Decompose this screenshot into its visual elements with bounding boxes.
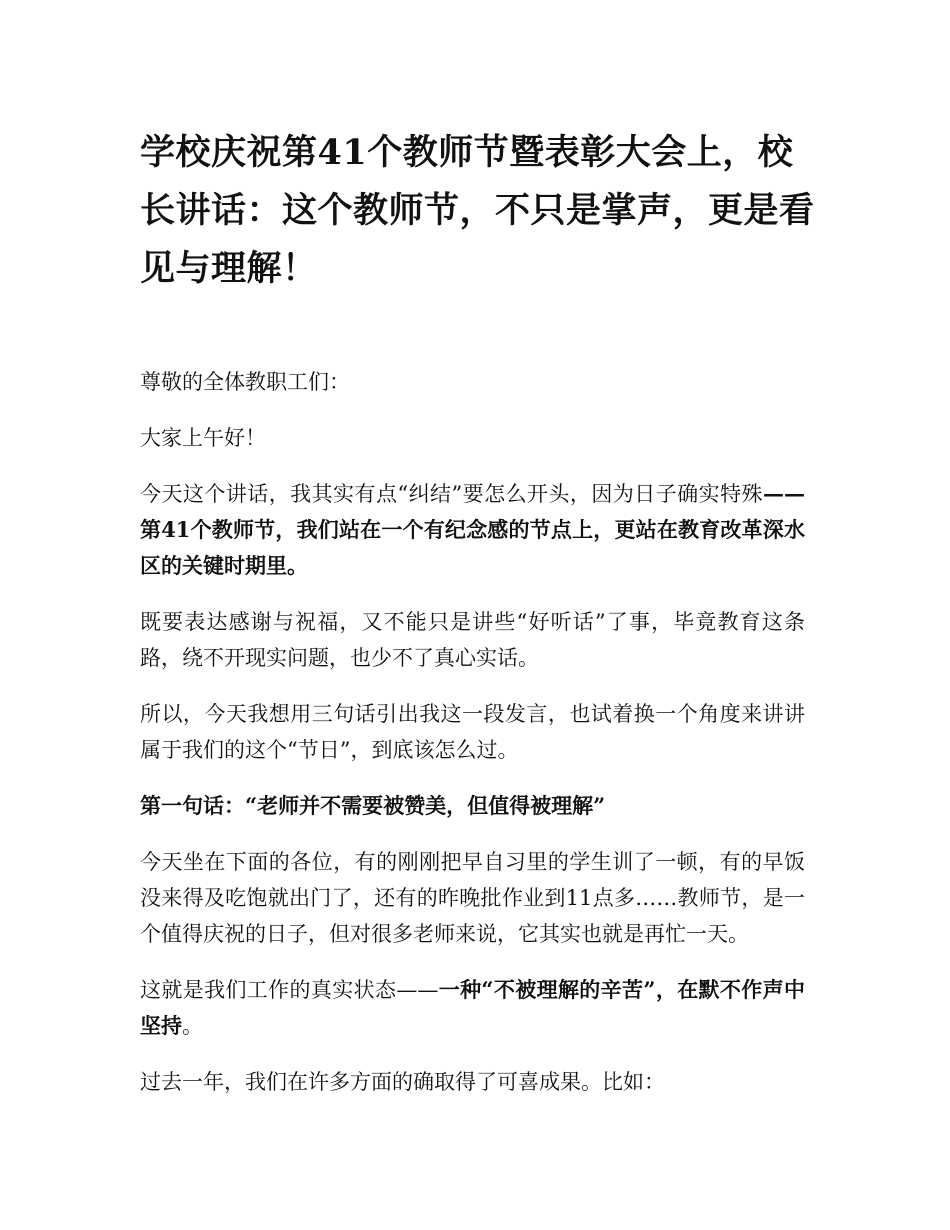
section-heading-first-sentence: 第一句话：“老师并不需要被赞美，但值得被理解” bbox=[140, 793, 606, 818]
salutation-text: 大家上午好！ bbox=[140, 426, 266, 450]
work-state-tail: 。 bbox=[182, 1014, 203, 1038]
daily-work-paragraph bbox=[140, 844, 805, 952]
greeting-text: 尊敬的全体教职工们： bbox=[140, 370, 350, 394]
achievements-text: 过去一年，我们在许多方面的确取得了可喜成果。比如： bbox=[140, 1070, 665, 1094]
intro-emphasis: ——第41个教师节，我们站在一个有纪念感的节点上，更站在教育改革深水区的关键时期里。 bbox=[140, 481, 805, 578]
greeting-paragraph bbox=[140, 364, 805, 400]
achievements-paragraph bbox=[140, 1064, 805, 1100]
intro-text: 今天这个讲话，我其实有点“纠结”要怎么开头，因为日子确实特殊 bbox=[140, 482, 763, 506]
three-sentences-text: 所以，今天我想用三句话引出我这一段发言，也试着换一个角度来讲讲属于我们的这个“节日”，到底该怎么过。 bbox=[140, 702, 805, 762]
salutation-paragraph bbox=[140, 420, 805, 456]
daily-work-text: 今天坐在下面的各位，有的刚刚把早自习里的学生训了一顿，有的早饭没来得及吃饱就出门了，还有的昨晚批作业到11点多……教师节，是一个值得庆祝的日子，但对很多老师来说，它其实也就是再忙一天。 bbox=[140, 850, 805, 946]
page-title: 学校庆祝第41个教师节暨表彰大会上，校长讲话：这个教师节，不只是掌声，更是看见与理解！ bbox=[140, 132, 815, 289]
work-state-paragraph bbox=[140, 972, 805, 1044]
speech-body bbox=[140, 364, 805, 1120]
intro-paragraph bbox=[140, 476, 805, 584]
thanks-text: 既要表达感谢与祝福，又不能只是讲些“好听话”了事，毕竟教育这条路，绕不开现实问题，也少不了真心实话。 bbox=[140, 610, 805, 670]
thanks-paragraph bbox=[140, 604, 805, 676]
work-state-text: 这就是我们工作的真实状态—— bbox=[140, 978, 439, 1002]
work-state-emphasis: 一种“不被理解的辛苦”，在默不作声中坚持 bbox=[140, 977, 805, 1038]
three-sentences-paragraph bbox=[140, 696, 805, 768]
